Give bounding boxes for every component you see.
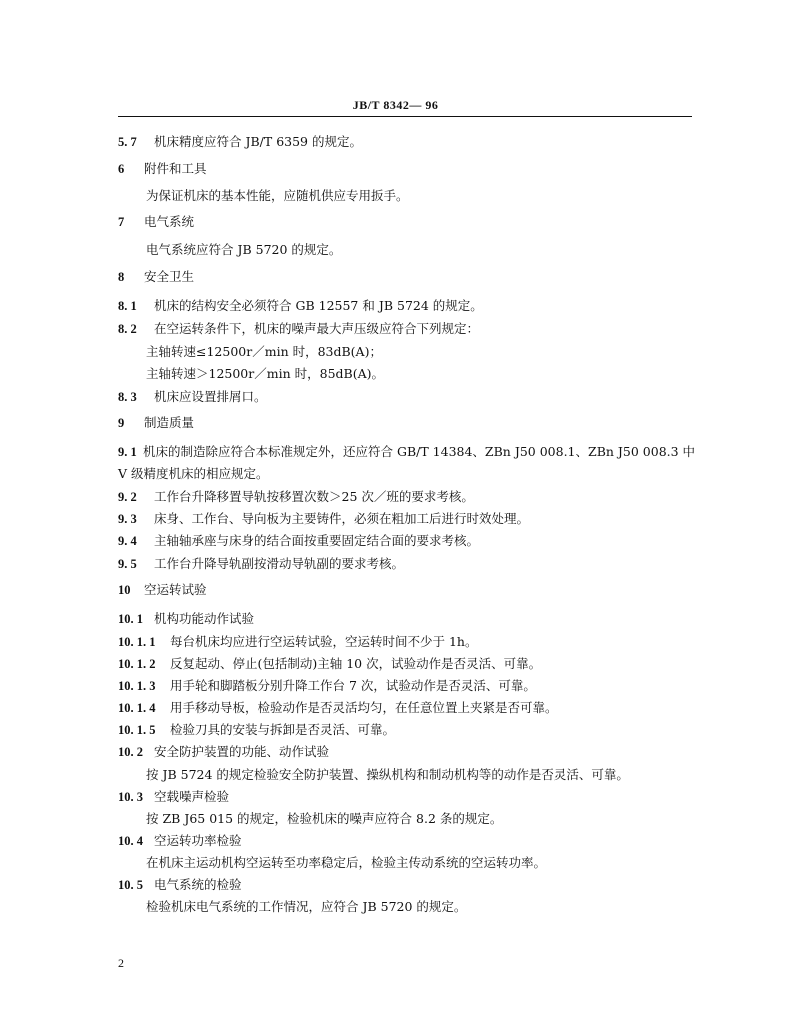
clause-text: 床身、工作台、导向板为主要铸件，必须在粗加工后进行时效处理。 [154,511,530,526]
page-number: 2 [118,956,124,970]
clause-10-1-2 [118,656,698,672]
section-8-heading [118,269,698,285]
clause-text: 空运转功率检验 [154,833,242,848]
clause-8-1 [118,298,698,314]
section-10-heading [118,582,698,598]
document-header: JB/T 8342— 96 [352,98,439,112]
clause-number: 10. 1. 3 [118,679,156,693]
section-number: 8 [118,270,125,284]
clause-10-3 [118,789,698,805]
clause-number: 9. 3 [118,512,137,526]
clause-number: 10. 5 [118,878,143,892]
section-title: 安全卫生 [144,269,195,284]
clause-number: 9. 2 [118,490,137,504]
section-number: 9 [118,416,125,430]
clause-10-5 [118,877,698,893]
clause-10-2 [118,744,698,760]
clause-10-1-4 [118,700,698,716]
paragraph: 按 ZB J65 015 的规定，检验机床的噪声应符合 8.2 条的规定。 [146,811,503,826]
header-rule [118,116,692,117]
clause-number: 10. 1. 1 [118,635,156,649]
clause-10-1-5 [118,722,698,738]
clause-10-1 [118,611,698,627]
paragraph: 检验机床电气系统的工作情况，应符合 JB 5720 的规定。 [146,899,467,914]
section-9-heading [118,415,698,431]
clause-text: 机床的制造除应符合本标准规定外，还应符合 GB/T 14384、ZBn J50 008.1、ZBn J50 008.3 中 [143,444,696,459]
clause-number: 10. 1. 4 [118,701,156,715]
clause-number: 10. 4 [118,834,143,848]
clause-number: 10. 1. 2 [118,657,156,671]
list-item: 主轴转速＞12500r／min 时，85dB(A)。 [146,366,384,381]
clause-text: 用手轮和脚踏板分别升降工作台 7 次，试验动作是否灵活、可靠。 [170,678,536,693]
clause-text: 反复起动、停止(包括制动)主轴 10 次，试验动作是否灵活、可靠。 [170,656,542,671]
clause-8-3 [118,389,698,405]
clause-number: 10. 2 [118,745,143,759]
paragraph: 在机床主运动机构空运转至功率稳定后，检验主传动系统的空运转功率。 [146,855,547,870]
paragraph: 电气系统应符合 JB 5720 的规定。 [146,242,342,257]
clause-number: 8. 1 [118,299,137,313]
section-title: 电气系统 [144,214,195,229]
clause-number: 9. 4 [118,534,137,548]
paragraph: 按 JB 5724 的规定检验安全防护装置、操纵机构和制动机构等的动作是否灵活、可靠。 [146,767,629,782]
clause-number: 9. 1 [118,445,137,459]
clause-text: 检验刀具的安装与拆卸是否灵活、可靠。 [170,722,396,737]
clause-text: 主轴轴承座与床身的结合面按重要固定结合面的要求考核。 [154,533,480,548]
clause-text: 机床的结构安全必须符合 GB 12557 和 JB 5724 的规定。 [154,298,483,313]
clause-10-4 [118,833,698,849]
section-number: 7 [118,215,125,229]
clause-number: 9. 5 [118,557,137,571]
clause-text: 安全防护装置的功能、动作试验 [154,744,330,759]
section-number: 6 [118,162,125,176]
clause-text: 每台机床均应进行空运转试验，空运转时间不少于 1h。 [170,634,478,649]
clause-text: 机床应设置排屑口。 [154,389,267,404]
section-title: 附件和工具 [144,161,207,176]
clause-number: 10. 3 [118,790,143,804]
section-number: 10 [118,583,131,597]
section-title: 制造质量 [144,415,195,430]
clause-text: 用手移动导板，检验动作是否灵活均匀，在任意位置上夹紧是否可靠。 [170,700,558,715]
section-title: 空运转试验 [144,582,207,597]
clause-8-2 [118,321,698,337]
list-item: 主轴转速≤12500r／min 时，83dB(A)； [146,344,382,359]
section-7-heading [118,214,698,230]
clause-number: 8. 3 [118,390,137,404]
clause-9-2 [118,489,698,505]
paragraph: 为保证机床的基本性能，应随机供应专用扳手。 [146,188,409,203]
clause-10-1-3 [118,678,698,694]
clause-number: 5. 7 [118,135,137,149]
clause-9-1-continued: V 级精度机床的相应规定。 [118,466,269,481]
clause-text: 机床精度应符合 JB/T 6359 的规定。 [154,134,362,149]
clause-9-3 [118,511,698,527]
clause-text: 工作台升降导轨副按滑动导轨副的要求考核。 [154,556,405,571]
clause-text: 电气系统的检验 [154,877,242,892]
clause-10-1-1 [118,634,698,650]
clause-number: 10. 1 [118,612,143,626]
clause-text: 在空运转条件下，机床的噪声最大声压级应符合下列规定： [154,321,480,336]
clause-text: 机构功能动作试验 [154,611,255,626]
clause-9-1 [118,444,698,460]
clause-text: 工作台升降移置导轨按移置次数＞25 次／班的要求考核。 [154,489,474,504]
clause-number: 10. 1. 5 [118,723,156,737]
clause-number: 8. 2 [118,322,137,336]
clause-text: 空载噪声检验 [154,789,230,804]
section-6-heading [118,161,698,177]
clause-9-5 [118,556,698,572]
clause-9-4 [118,533,698,549]
clause-5-7 [118,134,698,150]
